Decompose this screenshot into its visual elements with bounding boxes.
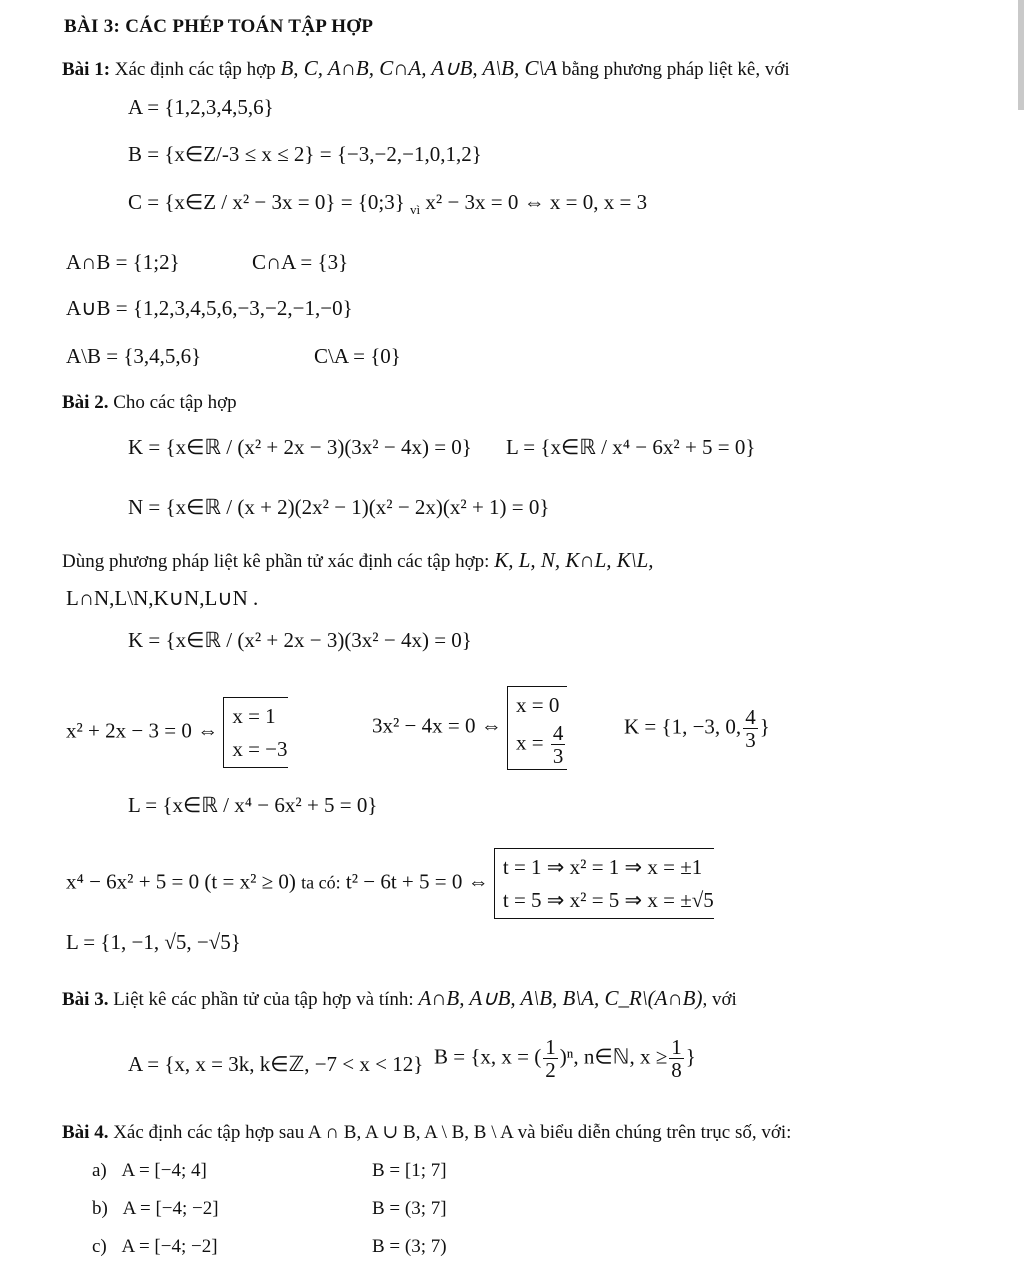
b2-l-eq [66,848,714,919]
b3-sets: A∩B, A∪B, A\B, B\A, C_R\(A∩B) [418,986,703,1010]
b2-eq2-frac [551,722,566,767]
b3-frac-half [543,1036,558,1081]
b2-set-k: K = {x∈ℝ / (x² + 2x − 3)(3x² − 4x) = 0} [128,435,472,459]
b3-prompt [62,986,737,1012]
b3-set-b-mid: )ⁿ, n∈ℕ, x ≥ [559,1044,668,1069]
b1-tail: bằng phương pháp liệt kê, với [561,59,790,80]
b1-a-minus-b: A\B = {3,4,5,6} [66,344,202,368]
b3-set-b-pre: B = {x, x = ( [434,1044,542,1069]
b3-frac-eighth-num: 1 [671,1035,682,1059]
b3-frac-eighth-den: 8 [671,1058,682,1083]
b2-k-restate: K = {x∈ℝ / (x² + 2x − 3)(3x² − 4x) = 0} [128,628,472,652]
b2-l-eq-left: x⁴ − 6x² + 5 = 0 (t = x² ≥ 0) [66,869,296,894]
b4-row-key: b) [92,1198,108,1219]
b1-text: Xác định các tập hợp [114,59,276,80]
b2-eq2 [372,686,567,770]
b1-label: Bài 1: [62,59,111,80]
b3-frac-half-den: 2 [545,1058,556,1083]
b4-row-c-set-b: B = (3; 7) [372,1236,447,1257]
b2-eq1-case-a: x = 1 [232,704,276,728]
b2-eq2-frac-num: 4 [552,720,564,745]
b4-row-key: c) [92,1236,107,1257]
b4-row-set-a: A = [−4; −2] [121,1236,218,1257]
b3-set-b-post: } [685,1044,696,1069]
b1-set-b: B = {x∈Z/-3 ≤ x ≤ 2} = {−3,−2,−1,0,1,2} [128,142,482,166]
b2-l-result: L = {1, −1, √5, −√5} [66,930,241,954]
b1-c-minus-a: C\A = {0} [314,344,401,368]
b2-k-result-pre: K = {1, −3, 0, [624,714,742,739]
b1-sets: B, C, A∩B, C∩A, A∪B, A\B, C\A [280,56,558,80]
b2-l-eq2: t² − 6t + 5 = 0 ⇔ [345,869,489,894]
b2-eq1-case-b: x = −3 [232,736,288,761]
b2-taco: ta có: [301,872,341,893]
b1-prompt [62,56,790,82]
b2-k-result-frac [743,706,758,751]
b4-label: Bài 4. [62,1122,109,1143]
b2-eq2-frac-den: 3 [552,743,564,768]
b1-a-union-b: A∪B = {1,2,3,4,5,6,−3,−2,−1,−0} [66,296,353,320]
b4-text: Xác định các tập hợp sau A ∩ B, A ∪ B, A \ B, B \ A và biểu diễn chúng trên trục số, với: [113,1122,792,1143]
b4-row-set-a: A = [−4; −2] [122,1198,219,1219]
b2-eq1 [66,697,288,768]
b4-row-a-set-b: B = [1; 7] [372,1160,447,1181]
b2-question-text: Dùng phương pháp liệt kê phần tử xác định các tập hợp: [62,551,490,572]
b2-k-result-num: 4 [745,705,756,729]
b2-question [62,548,654,574]
b2-prompt [62,392,237,415]
b1-c-intersect-a: C∩A = {3} [252,250,349,274]
page-edge-shadow [1018,0,1024,110]
b2-question-sets: K, L, N, K∩L, K\L, [494,548,654,572]
b2-l-cases [494,848,714,919]
b3-set-b [434,1036,696,1081]
b2-k-result-post: } [759,714,770,739]
b3-text: Liệt kê các phần tử của tập hợp và tính: [113,989,414,1010]
b2-text: Cho các tập hợp [113,392,237,413]
b1-set-c-def: C = {x∈Z / x² − 3x = 0} = {0;3} [128,190,405,214]
b2-k-result-den: 3 [745,728,756,753]
b2-question-sets-2: L∩N,L\N,K∪N,L∪N . [66,586,259,610]
b1-set-c [128,190,647,218]
page-title: BÀI 3: CÁC PHÉP TOÁN TẬP HỢP [64,16,374,37]
b2-l-restate: L = {x∈ℝ / x⁴ − 6x² + 5 = 0} [128,793,378,817]
b2-eq2-case-b-pre: x = [515,729,544,754]
b4-row-b-set-b: B = (3; 7] [372,1198,447,1219]
b3-label: Bài 3. [62,989,109,1010]
b3-set-a: A = {x, x = 3k, k∈ℤ, −7 < x < 12} [128,1052,424,1076]
b2-eq2-case-a: x = 0 [515,693,560,717]
b1-set-c-why: x² − 3x = 0 ⇔ x = 0, x = 3 [425,190,648,214]
b2-set-n: N = {x∈ℝ / (x + 2)(2x² − 1)(x² − 2x)(x² + 1) = 0} [128,495,550,519]
b2-eq2-cases [507,686,567,770]
b4-row-key: a) [92,1160,107,1181]
b3-tail: , với [702,989,737,1010]
b2-l-case-2: t = 5 ⇒ x² = 5 ⇒ x = ±√5 [502,887,714,912]
b2-set-l: L = {x∈ℝ / x⁴ − 6x² + 5 = 0} [506,435,756,459]
b4-row-a [92,1160,207,1183]
b2-k-result [624,706,770,751]
b2-l-case-1: t = 1 ⇒ x² = 1 ⇒ x = ±1 [502,855,703,879]
b4-row-set-a: A = [−4; 4] [121,1160,207,1181]
b3-frac-half-num: 1 [545,1035,556,1059]
b4-prompt [62,1122,791,1145]
b2-eq1-cases [223,697,287,768]
b4-row-c [92,1236,218,1259]
b2-eq1-left: x² + 2x − 3 = 0 ⇔ [66,718,219,743]
b1-vi: vì [410,202,421,218]
b2-label: Bài 2. [62,392,109,413]
b1-a-intersect-b: A∩B = {1;2} [66,250,180,274]
b1-set-a: A = {1,2,3,4,5,6} [128,95,274,119]
b3-frac-eighth [669,1036,684,1081]
b4-row-b [92,1198,219,1221]
b2-eq2-left: 3x² − 4x = 0 ⇔ [372,713,502,738]
